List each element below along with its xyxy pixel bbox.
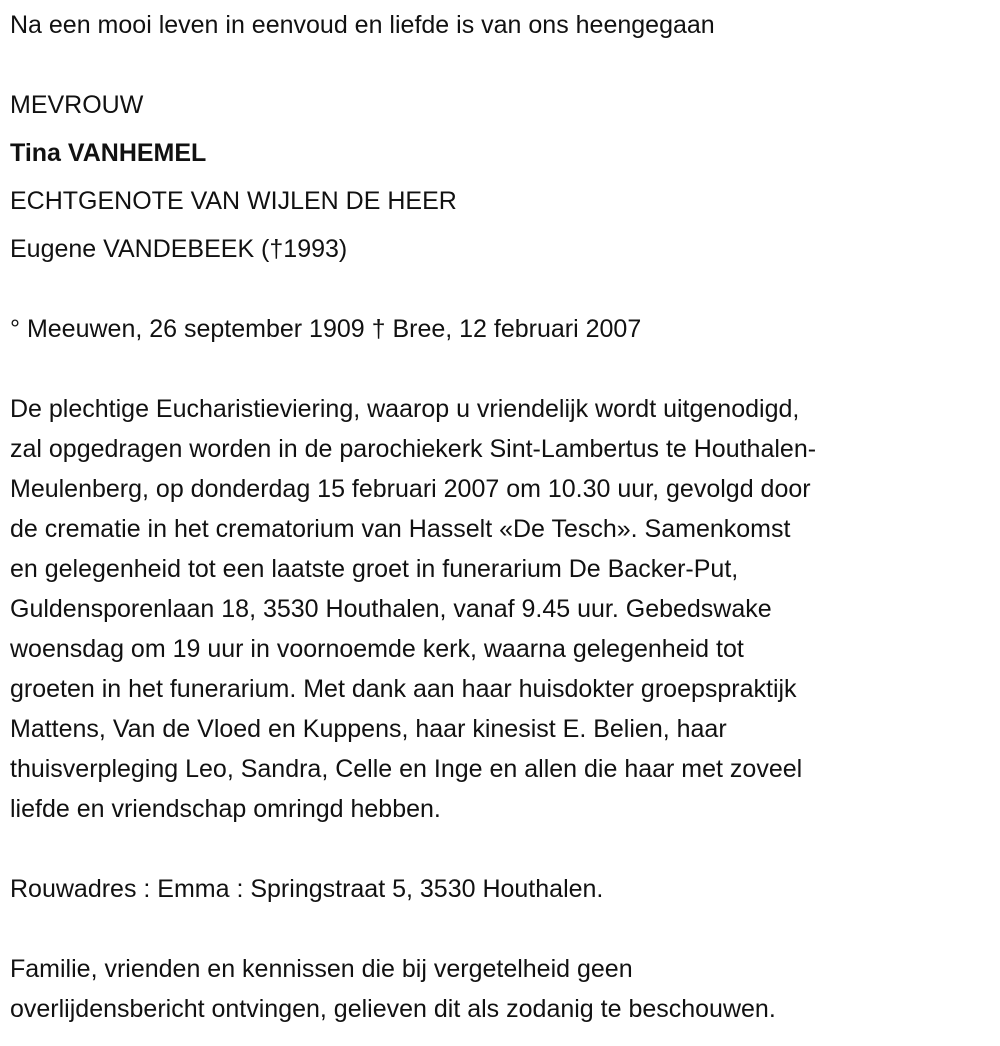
relation-text: ECHTGENOTE VAN WIJLEN DE HEER xyxy=(10,187,457,215)
intro-text: Na een mooi leven in eenvoud en liefde is van ons heengegaan xyxy=(10,11,715,39)
mourning-address: Rouwadres : Emma : Springstraat 5, 3530 Houthalen. xyxy=(10,875,604,903)
paragraph-line: groeten in het funerarium. Met dank aan haar huisdokter groepspraktijk xyxy=(10,675,797,703)
paragraph-line: Guldensporenlaan 18, 3530 Houthalen, vanaf 9.45 uur. Gebedswake xyxy=(10,595,772,623)
deceased-name: Tina VANHEMEL xyxy=(10,139,207,167)
title-prefix: MEVROUW xyxy=(10,91,144,119)
paragraph-line: zal opgedragen worden in de parochiekerk Sint-Lambertus te Houthalen- xyxy=(10,435,817,463)
paragraph-line: Familie, vrienden en kennissen die bij vergetelheid geen xyxy=(10,955,633,983)
paragraph-line: Meulenberg, op donderdag 15 februari 2007 om 10.30 uur, gevolgd door xyxy=(10,475,811,503)
paragraph-line: liefde en vriendschap omringd hebben. xyxy=(10,795,441,823)
paragraph-line: De plechtige Eucharistieviering, waarop u vriendelijk wordt uitgenodigd, xyxy=(10,395,800,423)
paragraph-line: Mattens, Van de Vloed en Kuppens, haar kinesist E. Belien, haar xyxy=(10,715,727,743)
birth-death-line: ° Meeuwen, 26 september 1909 † Bree, 12 februari 2007 xyxy=(10,315,642,343)
paragraph-line: woensdag om 19 uur in voornoemde kerk, waarna gelegenheid tot xyxy=(10,635,744,663)
spouse-name: Eugene VANDEBEEK (†1993) xyxy=(10,235,348,263)
paragraph-line: en gelegenheid tot een laatste groet in funerarium De Backer-Put, xyxy=(10,555,739,583)
paragraph-line: thuisverpleging Leo, Sandra, Celle en Inge en allen die haar met zoveel xyxy=(10,755,803,783)
paragraph-line: de crematie in het crematorium van Hasselt «De Tesch». Samenkomst xyxy=(10,515,791,543)
paragraph-line: overlijdensbericht ontvingen, gelieven dit als zodanig te beschouwen. xyxy=(10,995,776,1023)
